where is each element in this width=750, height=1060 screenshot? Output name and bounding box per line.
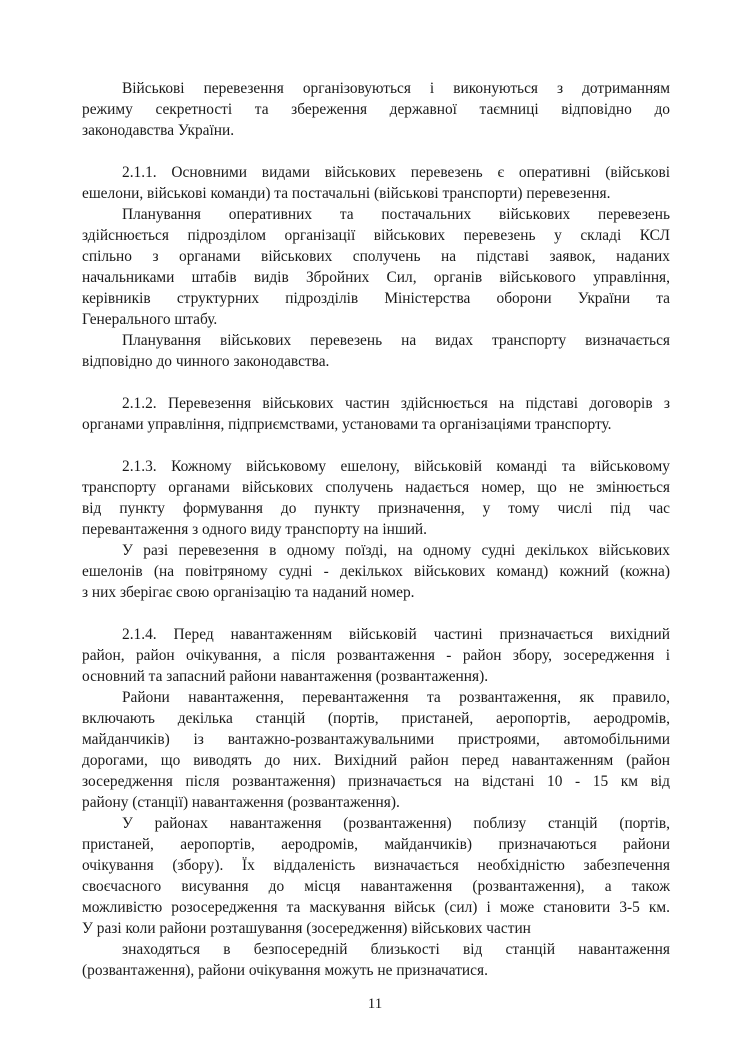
text-line: здійснюється підрозділом організації військових перевезень у складі КСЛ xyxy=(82,227,670,244)
text-line: органами управління, підприємствами, установами та організаціями транспорту. xyxy=(82,416,612,433)
text-line: 2.1.4. Перед навантаженням військовій частині призначається вихідний xyxy=(122,626,670,643)
text-line: У разі коли райони розташування (зосередження) військових частин xyxy=(82,920,531,937)
text-line: начальниками штабів видів Збройних Сил, органів військового управління, xyxy=(82,269,670,286)
text-line: з них зберігає свою організацію та наданий номер. xyxy=(82,584,415,601)
text-line: Генерального штабу. xyxy=(82,311,218,328)
text-line: керівників структурних підрозділів Міністерства оборони України та xyxy=(82,290,670,307)
text-line: району (станції) навантаження (розвантаження). xyxy=(82,794,400,811)
text-line: можливістю розосередження та маскування військ (сил) і може становити 3-5 км. xyxy=(82,899,670,916)
text-line: 2.1.1. Основними видами військових перевезень є оперативні (військові xyxy=(122,164,670,181)
text-line: відповідно до чинного законодавства. xyxy=(82,353,330,370)
text-line: 2.1.2. Перевезення військових частин здійснюється на підставі договорів з xyxy=(122,395,670,412)
text-line: майданчиків) із вантажно-розвантажувальними пристроями, автомобільними xyxy=(82,731,670,748)
text-line: (розвантаження), райони очікування можуть не призначатися. xyxy=(82,962,488,979)
text-line: пристаней, аеропортів, аеродромів, майданчиків) призначаються райони xyxy=(82,836,670,853)
text-line: очікування (збору). Їх віддаленість визначається необхідністю забезпечення xyxy=(82,857,670,874)
text-line: зосередження після розвантаження) призначається на відстані 10 - 15 км від xyxy=(82,773,670,790)
text-line: основний та запасний райони навантаження (розвантаження). xyxy=(82,668,489,685)
text-line: включають декілька станцій (портів, пристаней, аеропортів, аеродромів, xyxy=(82,710,670,727)
text-line: Військові перевезення організовуються і виконуються з дотриманням xyxy=(122,80,670,97)
text-line: У разі перевезення в одному поїзді, на одному судні декількох військових xyxy=(122,542,670,559)
text-line: Райони навантаження, перевантаження та розвантаження, як правило, xyxy=(122,689,670,706)
text-line: транспорту органами військових сполучень надається номер, що не змінюється xyxy=(82,479,670,496)
text-line: Планування військових перевезень на видах транспорту визначається xyxy=(122,332,670,349)
text-line: У районах навантаження (розвантаження) поблизу станцій (портів, xyxy=(122,815,670,832)
page-number: 11 xyxy=(367,996,383,1012)
text-line: законодавства України. xyxy=(82,122,235,139)
text-line: дорогами, що виводять до них. Вихідний район перед навантаженням (район xyxy=(82,752,670,769)
text-line: ешелонів (на повітряному судні - декількох військових команд) кожний (кожна) xyxy=(82,563,670,580)
text-line: 2.1.3. Кожному військовому ешелону, військовій команді та військовому xyxy=(122,458,670,475)
text-line: спільно з органами військових сполучень на підставі заявок, наданих xyxy=(82,248,670,265)
text-line: Планування оперативних та постачальних військових перевезень xyxy=(122,206,670,223)
text-line: знаходяться в безпосередній близькості від станцій навантаження xyxy=(122,941,670,958)
text-line: перевантаження з одного виду транспорту на інший. xyxy=(82,521,428,538)
text-line: режиму секретності та збереження державної таємниці відповідно до xyxy=(82,101,670,118)
text-line: від пункту формування до пункту призначення, у тому числі під час xyxy=(82,500,670,517)
text-line: своєчасного висування до місця навантаження (розвантаження), а також xyxy=(82,878,670,895)
text-line: ешелони, військові команди) та постачальні (військові транспорти) перевезення. xyxy=(82,185,611,202)
text-line: район, район очікування, а після розвантаження - район збору, зосередження і xyxy=(82,647,670,664)
